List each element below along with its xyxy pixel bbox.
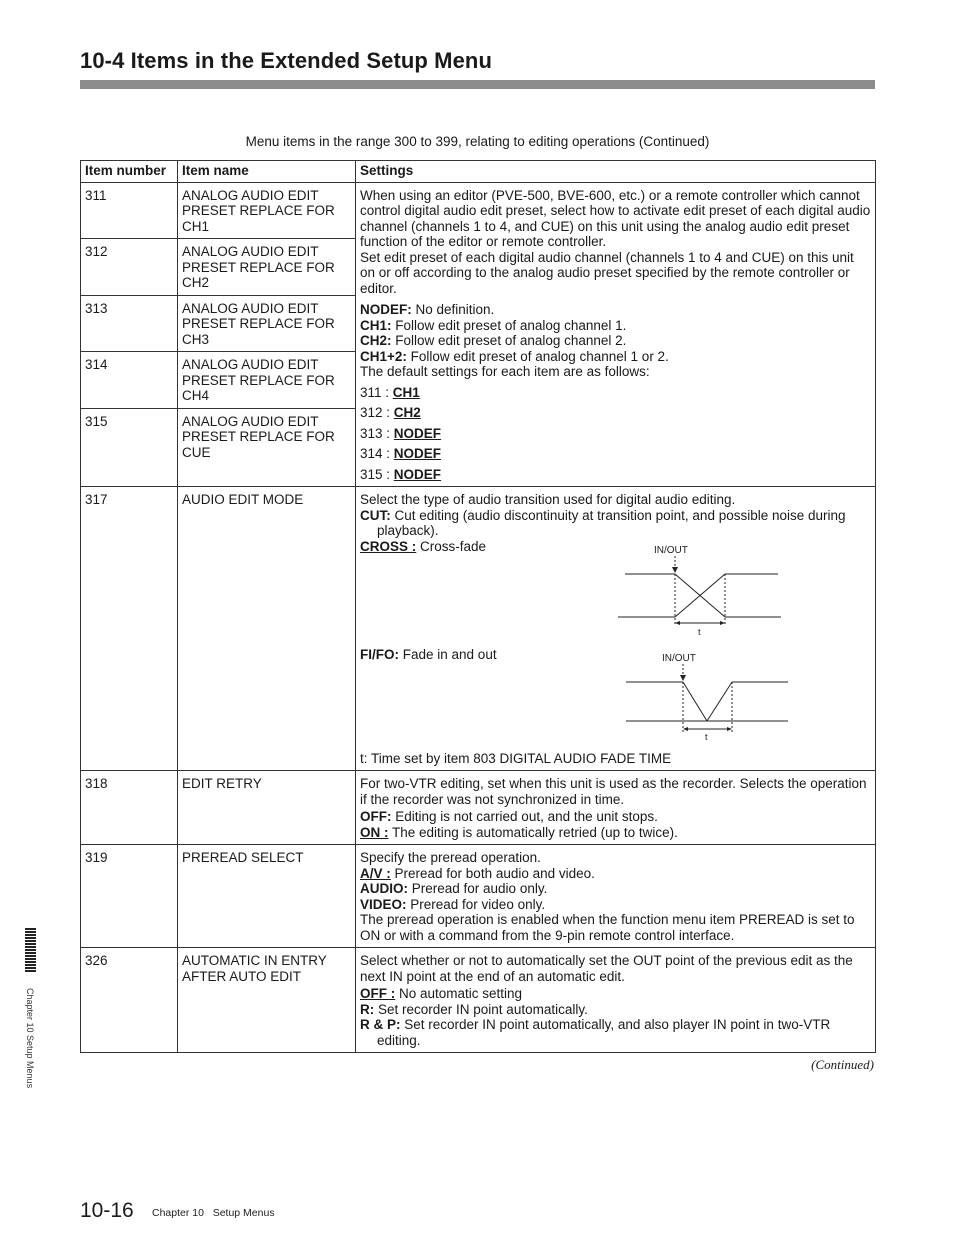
item-number: 315 <box>81 408 178 487</box>
option-nodef: NODEF: No definition. <box>360 302 495 317</box>
header-item-number: Item number <box>81 161 178 183</box>
default-315: 315 : NODEF <box>360 466 442 482</box>
fade-in-out-section <box>360 647 871 751</box>
settings-intro: When using an editor (PVE-500, BVE-600, etc.) or a remote controller which cannot control digital audio edit preset, select how to activate edit preset of each digital audio channel (channels 1 to 4, and CUE) on this unit using the analog audio edit preset function of the editor or remote controller. <box>360 187 871 249</box>
header-item-name: Item name <box>178 161 356 183</box>
item-name: AUDIO EDIT MODE <box>178 487 356 771</box>
settings-cell <box>356 182 876 487</box>
inout-label: IN/OUT <box>654 544 688 556</box>
defaults-list <box>360 385 871 483</box>
item-number: 326 <box>81 948 178 1053</box>
option-off: OFF: Editing is not carried out, and the unit stops. <box>360 809 658 824</box>
table-caption: Menu items in the range 300 to 399, relating to editing operations (Continued) <box>245 134 710 149</box>
defaults-intro: The default settings for each item are as follows: <box>360 364 650 379</box>
item-name: EDIT RETRY <box>178 771 356 845</box>
settings-intro: For two-VTR editing, set when this unit is used as the recorder. Selects the operation if the recorder was not synchronized in time. <box>360 776 867 807</box>
item-number: 311 <box>81 182 178 239</box>
table-row <box>81 948 876 1053</box>
settings-intro: Select whether or not to automatically set the OUT point of the previous edit as the next IN point at the end of an automatic edit. <box>360 953 853 984</box>
option-video: VIDEO: Preread for video only. <box>360 896 546 912</box>
cross-fade-section <box>360 539 871 647</box>
item-number: 312 <box>81 239 178 296</box>
option-audio: AUDIO: Preread for audio only. <box>360 881 548 896</box>
sidebar-chapter-label: Chapter 10 Setup Menus <box>25 988 35 1089</box>
item-number: 313 <box>81 295 178 352</box>
settings-cell <box>356 948 876 1053</box>
item-number: 319 <box>81 845 178 948</box>
item-name: ANALOG AUDIO EDIT PRESET REPLACE FOR CH3 <box>178 295 356 352</box>
table-header-row <box>81 161 876 183</box>
option-av: A/V : Preread for both audio and video. <box>360 865 595 881</box>
page-heading: 10-4 Items in the Extended Setup Menu <box>80 48 492 73</box>
table-row <box>81 771 876 845</box>
default-313: 313 : NODEF <box>360 425 442 441</box>
option-ch1: CH1: Follow edit preset of analog channel 1. <box>360 317 627 333</box>
option-cut: CUT: Cut editing (audio discontinuity at transition point, and possible noise during playback). <box>360 507 846 538</box>
item-name: ANALOG AUDIO EDIT PRESET REPLACE FOR CUE <box>178 408 356 487</box>
item-name: ANALOG AUDIO EDIT PRESET REPLACE FOR CH4 <box>178 352 356 409</box>
option-fifo: FI/FO: Fade in and out <box>360 646 497 662</box>
cross-fade-diagram <box>618 539 788 637</box>
header-settings: Settings <box>356 161 876 183</box>
settings-cell <box>356 487 876 771</box>
fade-in-out-diagram <box>618 647 788 742</box>
t-label: t <box>698 626 701 637</box>
table-row <box>81 487 876 771</box>
settings-cell <box>356 771 876 845</box>
continued-note: (Continued) <box>811 1057 874 1072</box>
setup-menu-table <box>80 160 876 1053</box>
item-name: AUTOMATIC IN ENTRY AFTER AUTO EDIT <box>178 948 356 1053</box>
item-name: ANALOG AUDIO EDIT PRESET REPLACE FOR CH2 <box>178 239 356 296</box>
fade-time-footnote: t: Time set by item 803 DIGITAL AUDIO FADE TIME <box>360 750 672 766</box>
option-off: OFF : No automatic setting <box>360 986 523 1001</box>
chapter-tab-marker <box>25 928 36 973</box>
item-number: 317 <box>81 487 178 771</box>
settings-intro-2: Set edit preset of each digital audio channel (channels 1 to 4 and CUE) on this unit on or off according to the analog audio preset specified by the remote controller or editor. <box>360 249 854 296</box>
default-311: 311 : CH1 <box>360 384 420 400</box>
table-row <box>81 845 876 948</box>
settings-intro: Select the type of audio transition used for digital audio editing. <box>360 492 736 507</box>
table-row <box>81 182 876 239</box>
item-number: 314 <box>81 352 178 409</box>
default-314: 314 : NODEF <box>360 446 442 461</box>
item-name: ANALOG AUDIO EDIT PRESET REPLACE FOR CH1 <box>178 182 356 239</box>
option-on: ON : The editing is automatically retried (up to twice). <box>360 824 678 840</box>
settings-cell <box>356 845 876 948</box>
default-312: 312 : CH2 <box>360 405 421 420</box>
option-ch1-2: CH1+2: Follow edit preset of analog channel 1 or 2. <box>360 348 669 364</box>
option-ch2: CH2: Follow edit preset of analog channel 2. <box>360 333 627 348</box>
page-number: 10-16 <box>80 1199 134 1222</box>
heading-rule <box>80 80 875 89</box>
option-r: R: Set recorder IN point automatically. <box>360 1001 588 1017</box>
footer-chapter-label: Chapter 10 Setup Menus <box>152 1207 275 1219</box>
item-number: 318 <box>81 771 178 845</box>
preread-note: The preread operation is enabled when the function menu item PREREAD is set to ON or with a command from the 9-pin remote control interface. <box>360 912 855 943</box>
settings-intro: Specify the preread operation. <box>360 850 541 865</box>
option-cross: CROSS : Cross-fade <box>360 538 487 554</box>
inout-label: IN/OUT <box>662 652 696 664</box>
item-name: PREREAD SELECT <box>178 845 356 948</box>
t-label: t <box>705 731 708 742</box>
option-r-and-p: R & P: Set recorder IN point automatically, and also player IN point in two-VTR editing. <box>360 1017 831 1048</box>
